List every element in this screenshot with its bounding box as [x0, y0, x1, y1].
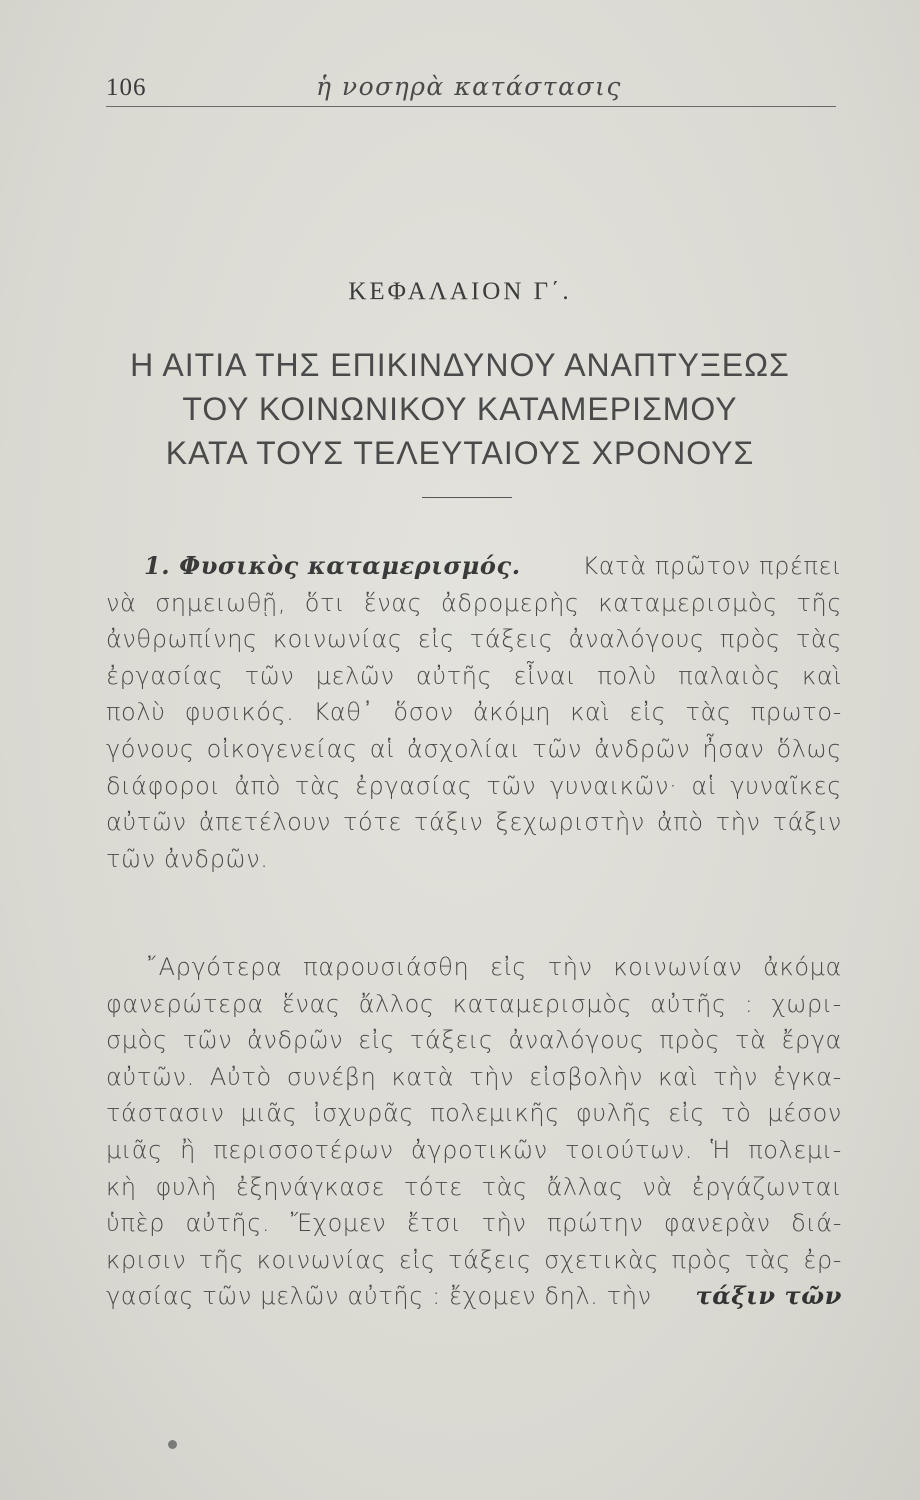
section-heading: 1. Φυσικὸς καταμερισμός.	[144, 551, 521, 580]
page-number: 106	[106, 74, 147, 101]
text-line: ἐργασίας τῶν μελῶν αὐτῆς εἶναι πολὺ παλαιὸς καὶ	[106, 661, 842, 690]
text-line: ῎Αργότερα παρουσιάσθη εἰς τὴν κοινωνίαν ἀκόμα	[146, 953, 842, 981]
paragraph-1	[106, 548, 842, 877]
text-line: νὰ σημειωθῇ, ὅτι ἕνας ἀδρομερὴς καταμερισμὸς τῆς	[106, 588, 842, 617]
running-header	[106, 72, 836, 107]
chapter-title	[0, 343, 920, 475]
title-divider	[422, 497, 512, 498]
text-line: σμὸς τῶν ἀνδρῶν εἰς τάξεις ἀναλόγους πρὸς τὰ ἔργα	[106, 1026, 842, 1055]
text-line: τῶν ἀνδρῶν.	[106, 844, 269, 873]
chapter-title-line: Η ΑΙΤΙΑ ΤΗΣ ΕΠΙΚΙΝΔΥΝΟΥ ΑΝΑΠΤΥΞΕΩΣ	[130, 347, 790, 383]
ink-speck	[168, 1440, 177, 1449]
running-title: ἡ νοσηρὰ κατάστασις	[316, 72, 622, 101]
text-line: διάφοροι ἀπὸ τὰς ἐργασίας τῶν γυναικῶν· αἱ γυναῖκες	[106, 771, 842, 800]
emphasized-text: τάξιν τῶν	[695, 1281, 842, 1311]
paragraph-2	[106, 949, 842, 1315]
text-line: κρισιν τῆς κοινωνίας εἰς τάξεις σχετικὰς πρὸς τὰς ἐρ-	[106, 1245, 842, 1274]
text-line: μιᾶς ἢ περισσοτέρων ἀγροτικῶν τοιούτων. Ἡ πολεμι-	[106, 1135, 842, 1164]
text-fragment: Κατὰ πρῶτον πρέπει	[582, 552, 842, 580]
text-line: ὑπὲρ αὐτῆς. Ἔχομεν ἔτσι τὴν πρώτην φανερὰν διά-	[106, 1209, 842, 1238]
text-line	[106, 548, 842, 585]
text-line: τάστασιν μιᾶς ἰσχυρᾶς πολεμικῆς φυλῆς εἰς τὸ μέσον	[106, 1099, 842, 1128]
text-line	[106, 1278, 842, 1315]
text-line: κὴ φυλὴ ἐξηνάγκασε τότε τὰς ἄλλας νὰ ἐργάζωνται	[106, 1172, 842, 1201]
text-line: πολὺ φυσικός. Καθ᾽ ὅσον ἀκόμη καὶ εἰς τὰς πρωτο-	[106, 698, 842, 727]
text-line: φανερώτερα ἕνας ἄλλος καταμερισμὸς αὐτῆς : χωρι-	[106, 989, 842, 1018]
text-line: ἀνθρωπίνης κοινωνίας εἰς τάξεις ἀναλόγους πρὸς τὰς	[106, 625, 842, 654]
text-line: αὐτῶν. Αὐτὸ συνέβη κατὰ τὴν εἰσβολὴν καὶ τὴν ἐγκα-	[106, 1062, 842, 1091]
chapter-label: ΚΕΦΑΛΑΙΟΝ Γ΄.	[348, 278, 572, 305]
text-line: γόνους οἰκογενείας αἱ ἀσχολίαι τῶν ἀνδρῶν ἦσαν ὅλως	[106, 734, 842, 763]
text-line: αὐτῶν ἀπετέλουν τότε τάξιν ξεχωριστὴν ἀπὸ τὴν τάξιν	[106, 808, 842, 837]
chapter-title-line: ΤΟΥ ΚΟΙΝΩΝΙΚΟΥ ΚΑΤΑΜΕΡΙΣΜΟΥ	[182, 391, 738, 427]
chapter-title-line: ΚΑΤΑ ΤΟΥΣ ΤΕΛΕΥΤΑΙΟΥΣ ΧΡΟΝΟΥΣ	[165, 435, 755, 471]
text-fragment: γασίας τῶν μελῶν αὐτῆς : ἔχομεν δηλ. τὴν	[106, 1282, 652, 1311]
